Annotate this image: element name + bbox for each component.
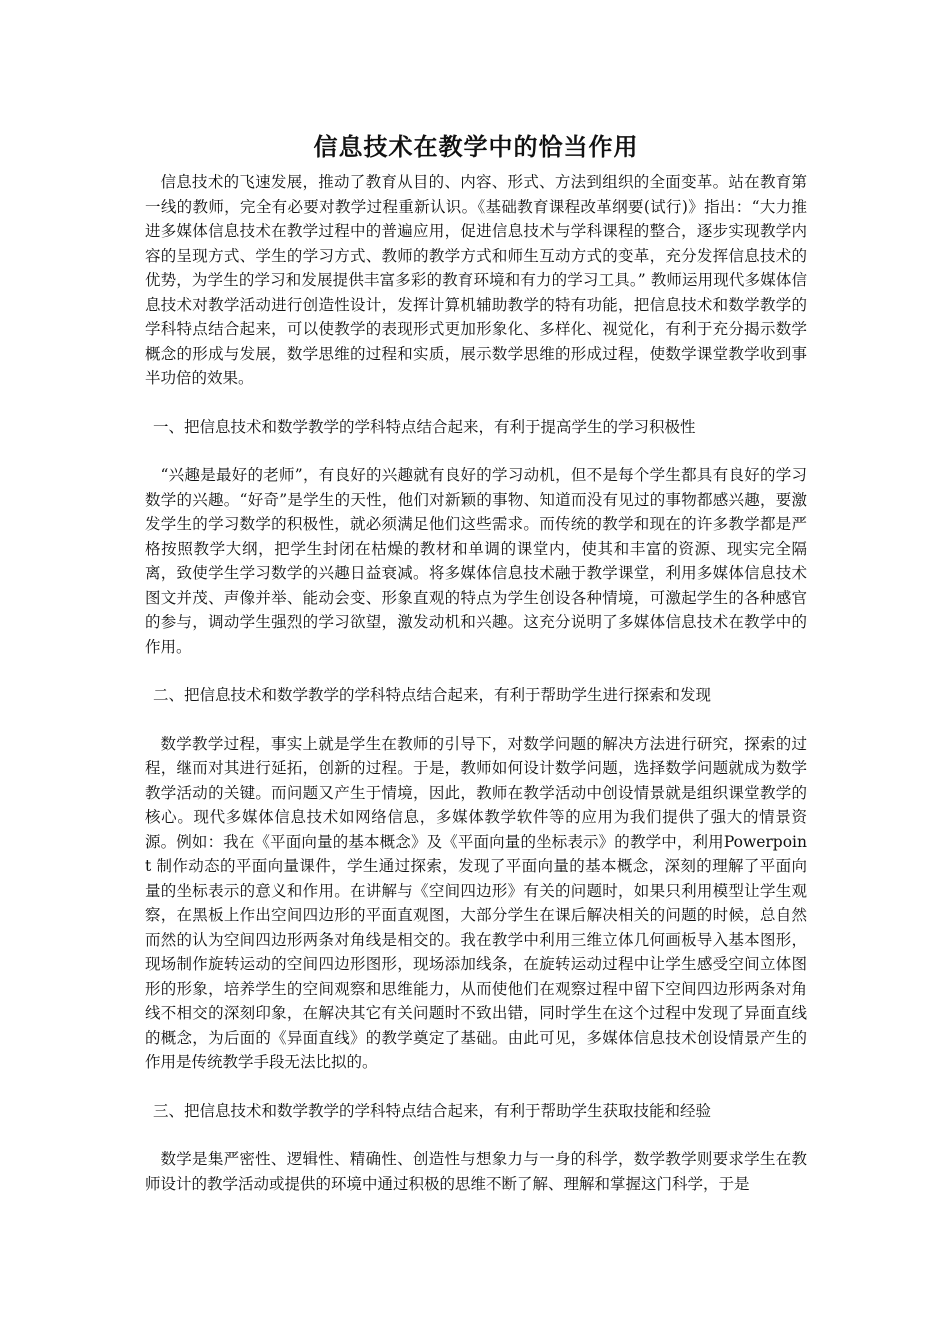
section-heading-3: 三、把信息技术和数学教学的学科特点结合起来，有利于帮助学生获取技能和经验	[153, 1101, 712, 1120]
section-heading-1: 一、把信息技术和数学教学的学科特点结合起来，有利于提高学生的学习积极性	[153, 417, 696, 436]
document-page	[145, 130, 807, 1196]
intro-paragraph: 信息技术的飞速发展，推动了教育从目的、内容、形式、方法到组织的全面变革。站在教育第一线的教师，完全有必要对教学过程重新认识。《基础教育课程改革纲要(试行)》指出：“大力推进多媒体信息技术在教学过程中的普遍应用，促进信息技术与学科课程的整合，逐步实现教学内容的呈现方式、学生的学习方式、教师的教学方式和师生互动方式的变革，充分发挥信息技术的优势，为学生的学习和发展提供丰富多彩的教育环境和有力的学习工具。” 教师运用现代多媒体信息技术对教学活动进行创造性设计，发挥计算机辅助教学的特有功能，把信息技术和数学教学的学科特点结合起来，可以使教学的表现形式更加形象化、多样化、视觉化，有利于充分揭示数学概念的形成与发展，数学思维的过程和实质，展示数学思维的形成过程，使数学课堂教学收到事半功倍的效果。	[145, 173, 807, 387]
section-body-3: 数学是集严密性、逻辑性、精确性、创造性与想象力与一身的科学，数学教学则要求学生在教师设计的教学活动或提供的环境中通过积极的思维不断了解、理解和掌握这门科学，于是	[145, 1150, 807, 1193]
document-title: 信息技术在教学中的恰当作用	[313, 132, 639, 161]
section-body-2: 数学教学过程，事实上就是学生在教师的引导下，对数学问题的解决方法进行研究，探索的过程，继而对其进行延拓，创新的过程。于是，教师如何设计数学问题，选择数学问题就成为数学教学活动的关键。而问题又产生于情境，因此，教师在教学活动中创设情景就是组织课堂教学的核心。现代多媒体信息技术如网络信息，多媒体教学软件等的应用为我们提供了强大的情景资源。例如：我在《平面向量的基本概念》及《平面向量的坐标表示》的教学中，利用Powerpoint 制作动态的平面向量课件，学生通过探索，发现了平面向量的基本概念，深刻的理解了平面向量的坐标表示的意义和作用。在讲解与《空间四边形》有关的问题时，如果只利用模型让学生观察，在黑板上作出空间四边形的平面直观图，大部分学生在课后解决相关的问题的时候，总自然而然的认为空间四边形两条对角线是相交的。我在教学中利用三维立体几何画板导入基本图形，现场制作旋转运动的空间四边形图形，现场添加线条，在旋转运动过程中让学生感受空间立体图形的形象，培养学生的空间观察和思维能力，从而使他们在观察过程中留下空间四边形两条对角线不相交的深刻印象，在解决其它有关问题时不致出错，同时学生在这个过程中发现了异面直线的概念，为后面的《异面直线》的教学奠定了基础。由此可见，多媒体信息技术创设情景产生的作用是传统教学手段无法比拟的。	[145, 734, 807, 1071]
section-heading-2: 二、把信息技术和数学教学的学科特点结合起来，有利于帮助学生进行探索和发现	[153, 686, 712, 704]
section-body-1: “兴趣是最好的老师”，有良好的兴趣就有良好的学习动机，但不是每个学生都具有良好的学习数学的兴趣。“好奇”是学生的天性，他们对新颖的事物、知道而没有见过的事物都感兴趣，要激发学生的学习数学的积极性，就必须满足他们这些需求。而传统的教学和现在的许多教学都是严格按照教学大纲，把学生封闭在枯燥的教材和单调的课堂内，使其和丰富的资源、现实完全隔离，致使学生学习数学的兴趣日益衰减。将多媒体信息技术融于教学课堂，利用多媒体信息技术图文并茂、声像并举、能动会变、形象直观的特点为学生创设各种情境，可激起学生的各种感官的参与，调动学生强烈的学习欲望，激发动机和兴趣。这充分说明了多媒体信息技术在教学中的作用。	[145, 466, 807, 656]
